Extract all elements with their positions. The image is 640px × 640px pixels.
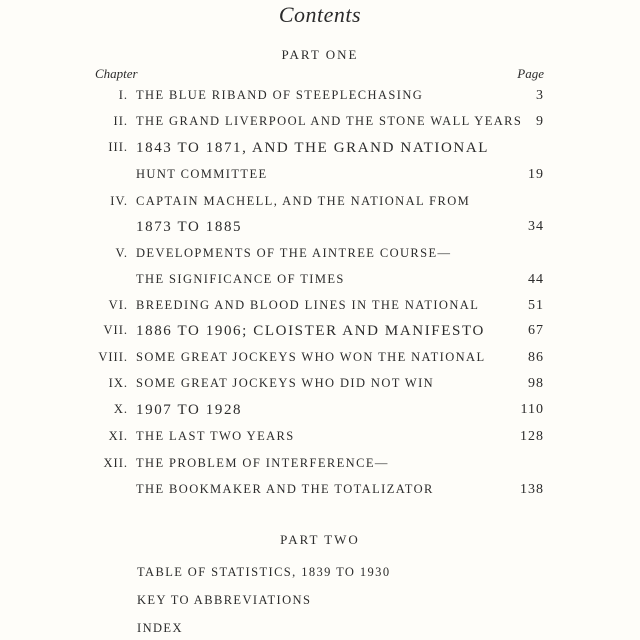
chapter-title: SOME GREAT JOCKEYS WHO WON THE NATIONAL [136, 350, 486, 364]
chapter-number: VIII. [98, 350, 128, 364]
toc-entry-4[interactable] [0, 194, 640, 216]
page-number: 44 [528, 272, 544, 287]
page-number: 9 [536, 114, 544, 129]
part-one-heading: PART ONE [281, 47, 359, 62]
chapter-number: VI. [108, 298, 128, 312]
part-two-item-statistics[interactable] [137, 565, 390, 580]
chapter-title: THE LAST TWO YEARS [136, 429, 295, 443]
toc-entry-4-continued[interactable] [0, 219, 640, 241]
item-label: KEY TO ABBREVIATIONS [137, 593, 312, 607]
chapter-title: BREEDING AND BLOOD LINES IN THE NATIONAL [136, 298, 480, 312]
chapter-title-continued: 1873 TO 1885 [136, 219, 243, 235]
chapter-number: XII. [103, 456, 128, 470]
chapter-number: III. [108, 140, 128, 154]
part-two-item-index[interactable] [137, 621, 183, 636]
chapter-title: SOME GREAT JOCKEYS WHO DID NOT WIN [136, 376, 435, 390]
toc-entry-12[interactable] [0, 456, 640, 478]
chapter-number: II. [113, 114, 128, 128]
part-two-item-abbreviations[interactable] [137, 593, 311, 608]
chapter-title: DEVELOPMENTS OF THE AINTREE COURSE— [136, 246, 452, 260]
chapter-column-label: Chapter [95, 66, 138, 81]
page-number: 128 [520, 429, 544, 444]
toc-entry-9[interactable] [0, 376, 640, 398]
toc-entry-5-continued[interactable] [0, 272, 640, 294]
page-title: Contents [278, 2, 362, 27]
page-number: 51 [528, 298, 544, 313]
toc-entry-8[interactable] [0, 350, 640, 372]
page-number: 34 [528, 219, 544, 234]
chapter-title: 1907 TO 1928 [136, 402, 243, 418]
toc-entry-3[interactable] [0, 140, 640, 162]
part-two-heading: PART TWO [280, 532, 360, 547]
chapter-number: X. [113, 402, 128, 416]
chapter-title-continued: THE BOOKMAKER AND THE TOTALIZATOR [136, 482, 434, 496]
page-number: 3 [536, 88, 544, 103]
page-number: 98 [528, 376, 544, 391]
toc-entry-6[interactable] [0, 298, 640, 320]
item-label: TABLE OF STATISTICS, 1839 TO 1930 [137, 565, 391, 579]
toc-entry-11[interactable] [0, 429, 640, 451]
toc-entry-2[interactable] [0, 114, 640, 136]
chapter-number: XI. [108, 429, 128, 443]
chapter-title: 1843 TO 1871, AND THE GRAND NATIONAL [136, 140, 490, 156]
chapter-number: VII. [103, 323, 128, 337]
chapter-title: THE GRAND LIVERPOOL AND THE STONE WALL YEARS [136, 114, 523, 128]
chapter-title: THE PROBLEM OF INTERFERENCE— [136, 456, 389, 470]
page-number: 67 [528, 323, 544, 338]
toc-entry-5[interactable] [0, 246, 640, 268]
item-label: INDEX [137, 621, 183, 635]
chapter-title: 1886 TO 1906; CLOISTER AND MANIFESTO [136, 323, 485, 339]
chapter-title-continued: THE SIGNIFICANCE OF TIMES [136, 272, 345, 286]
chapter-title-continued: HUNT COMMITTEE [136, 167, 268, 181]
page-number: 19 [528, 167, 544, 182]
toc-entry-12-continued[interactable] [0, 482, 640, 504]
page-number: 110 [520, 402, 544, 417]
page-number: 138 [520, 482, 544, 497]
chapter-title: CAPTAIN MACHELL, AND THE NATIONAL FROM [136, 194, 471, 208]
page-number: 86 [528, 350, 544, 365]
chapter-number: IX. [108, 376, 128, 390]
toc-entry-3-continued[interactable] [0, 167, 640, 189]
chapter-number: I. [118, 88, 128, 102]
toc-entry-1[interactable] [0, 88, 640, 110]
toc-entry-7[interactable] [0, 323, 640, 345]
chapter-number: V. [115, 246, 128, 260]
toc-entry-10[interactable] [0, 402, 640, 424]
chapter-title: THE BLUE RIBAND OF STEEPLECHASING [136, 88, 424, 102]
page-column-label: Page [517, 66, 544, 81]
chapter-number: IV. [110, 194, 128, 208]
